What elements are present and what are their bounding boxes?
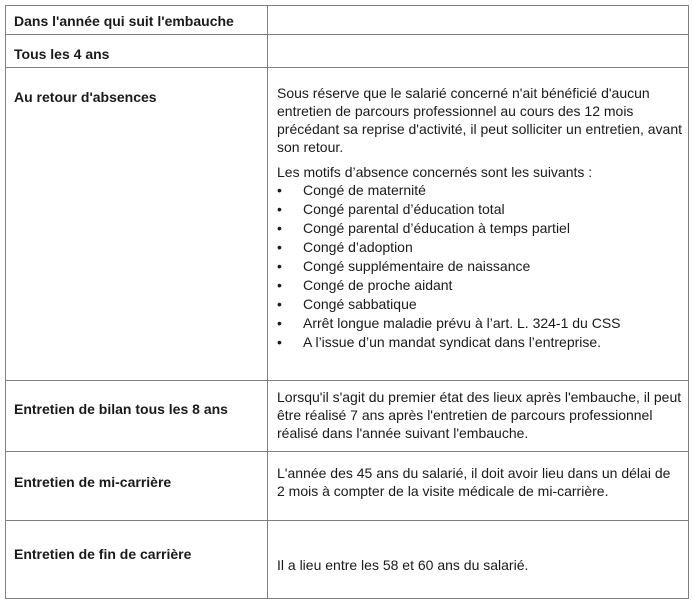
row-content-end-of-career: Il a lieu entre les 58 et 60 ans du salarié.: [277, 557, 529, 573]
list-item: • Congé de proche aidant: [277, 276, 682, 295]
list-item: • Congé de maternité: [277, 181, 682, 200]
row-label-hiring-year: Dans l'année qui suit l'embauche: [14, 13, 234, 29]
row-label-every-4-years: Tous les 4 ans: [14, 46, 110, 62]
row-label-return-from-absence: Au retour d'absences: [14, 89, 157, 105]
list-item: • A l’issue d’un mandat syndicat dans l’entreprise.: [277, 333, 682, 352]
row-divider: [6, 34, 688, 35]
row-content-mid-career: L'année des 45 ans du salarié, il doit avoir lieu dans un délai de 2 mois à compter de la visite médicale de mi-carrière.: [277, 465, 671, 499]
row-label-end-of-career: Entretien de fin de carrière: [14, 546, 192, 562]
row-divider: [6, 380, 688, 381]
row-label-8-year-review: Entretien de bilan tous les 8 ans: [14, 401, 228, 417]
absence-reasons-list: [277, 181, 682, 352]
list-item: • Congé d’adoption: [277, 238, 682, 257]
row-label-mid-career: Entretien de mi-carrière: [14, 474, 172, 490]
column-divider: [267, 6, 268, 598]
list-item: • Congé parental d’éducation à temps partiel: [277, 219, 682, 238]
row-divider: [6, 67, 688, 68]
interview-schedule-table: [5, 5, 689, 599]
list-item: • Congé sabbatique: [277, 295, 682, 314]
row-divider: [6, 520, 688, 521]
list-item: • Congé supplémentaire de naissance: [277, 257, 682, 276]
row-content-8-year-review: Lorsqu'il s'agit du premier état des lieux après l'embauche, il peut être réalisé 7 ans après l'entretien de parcours professionnel réalisé dans l'année suivant l'embauche.: [277, 389, 682, 441]
list-item: • Congé parental d’éducation total: [277, 200, 682, 219]
row-content-return-from-absence: [277, 84, 682, 352]
absence-reasons-intro: Les motifs d’absence concernés sont les suivants :: [277, 164, 593, 180]
row-divider: [6, 451, 688, 452]
list-item: • Arrêt longue maladie prévu à l’art. L. 324-1 du CSS: [277, 314, 682, 333]
absence-conditions-paragraph: Sous réserve que le salarié concerné n'ait bénéficié d'aucun entretien de parcours professionnel au cours des 12 mois précédant sa reprise d'activité, il peut solliciter un entretien, avant son retour.: [277, 85, 683, 155]
